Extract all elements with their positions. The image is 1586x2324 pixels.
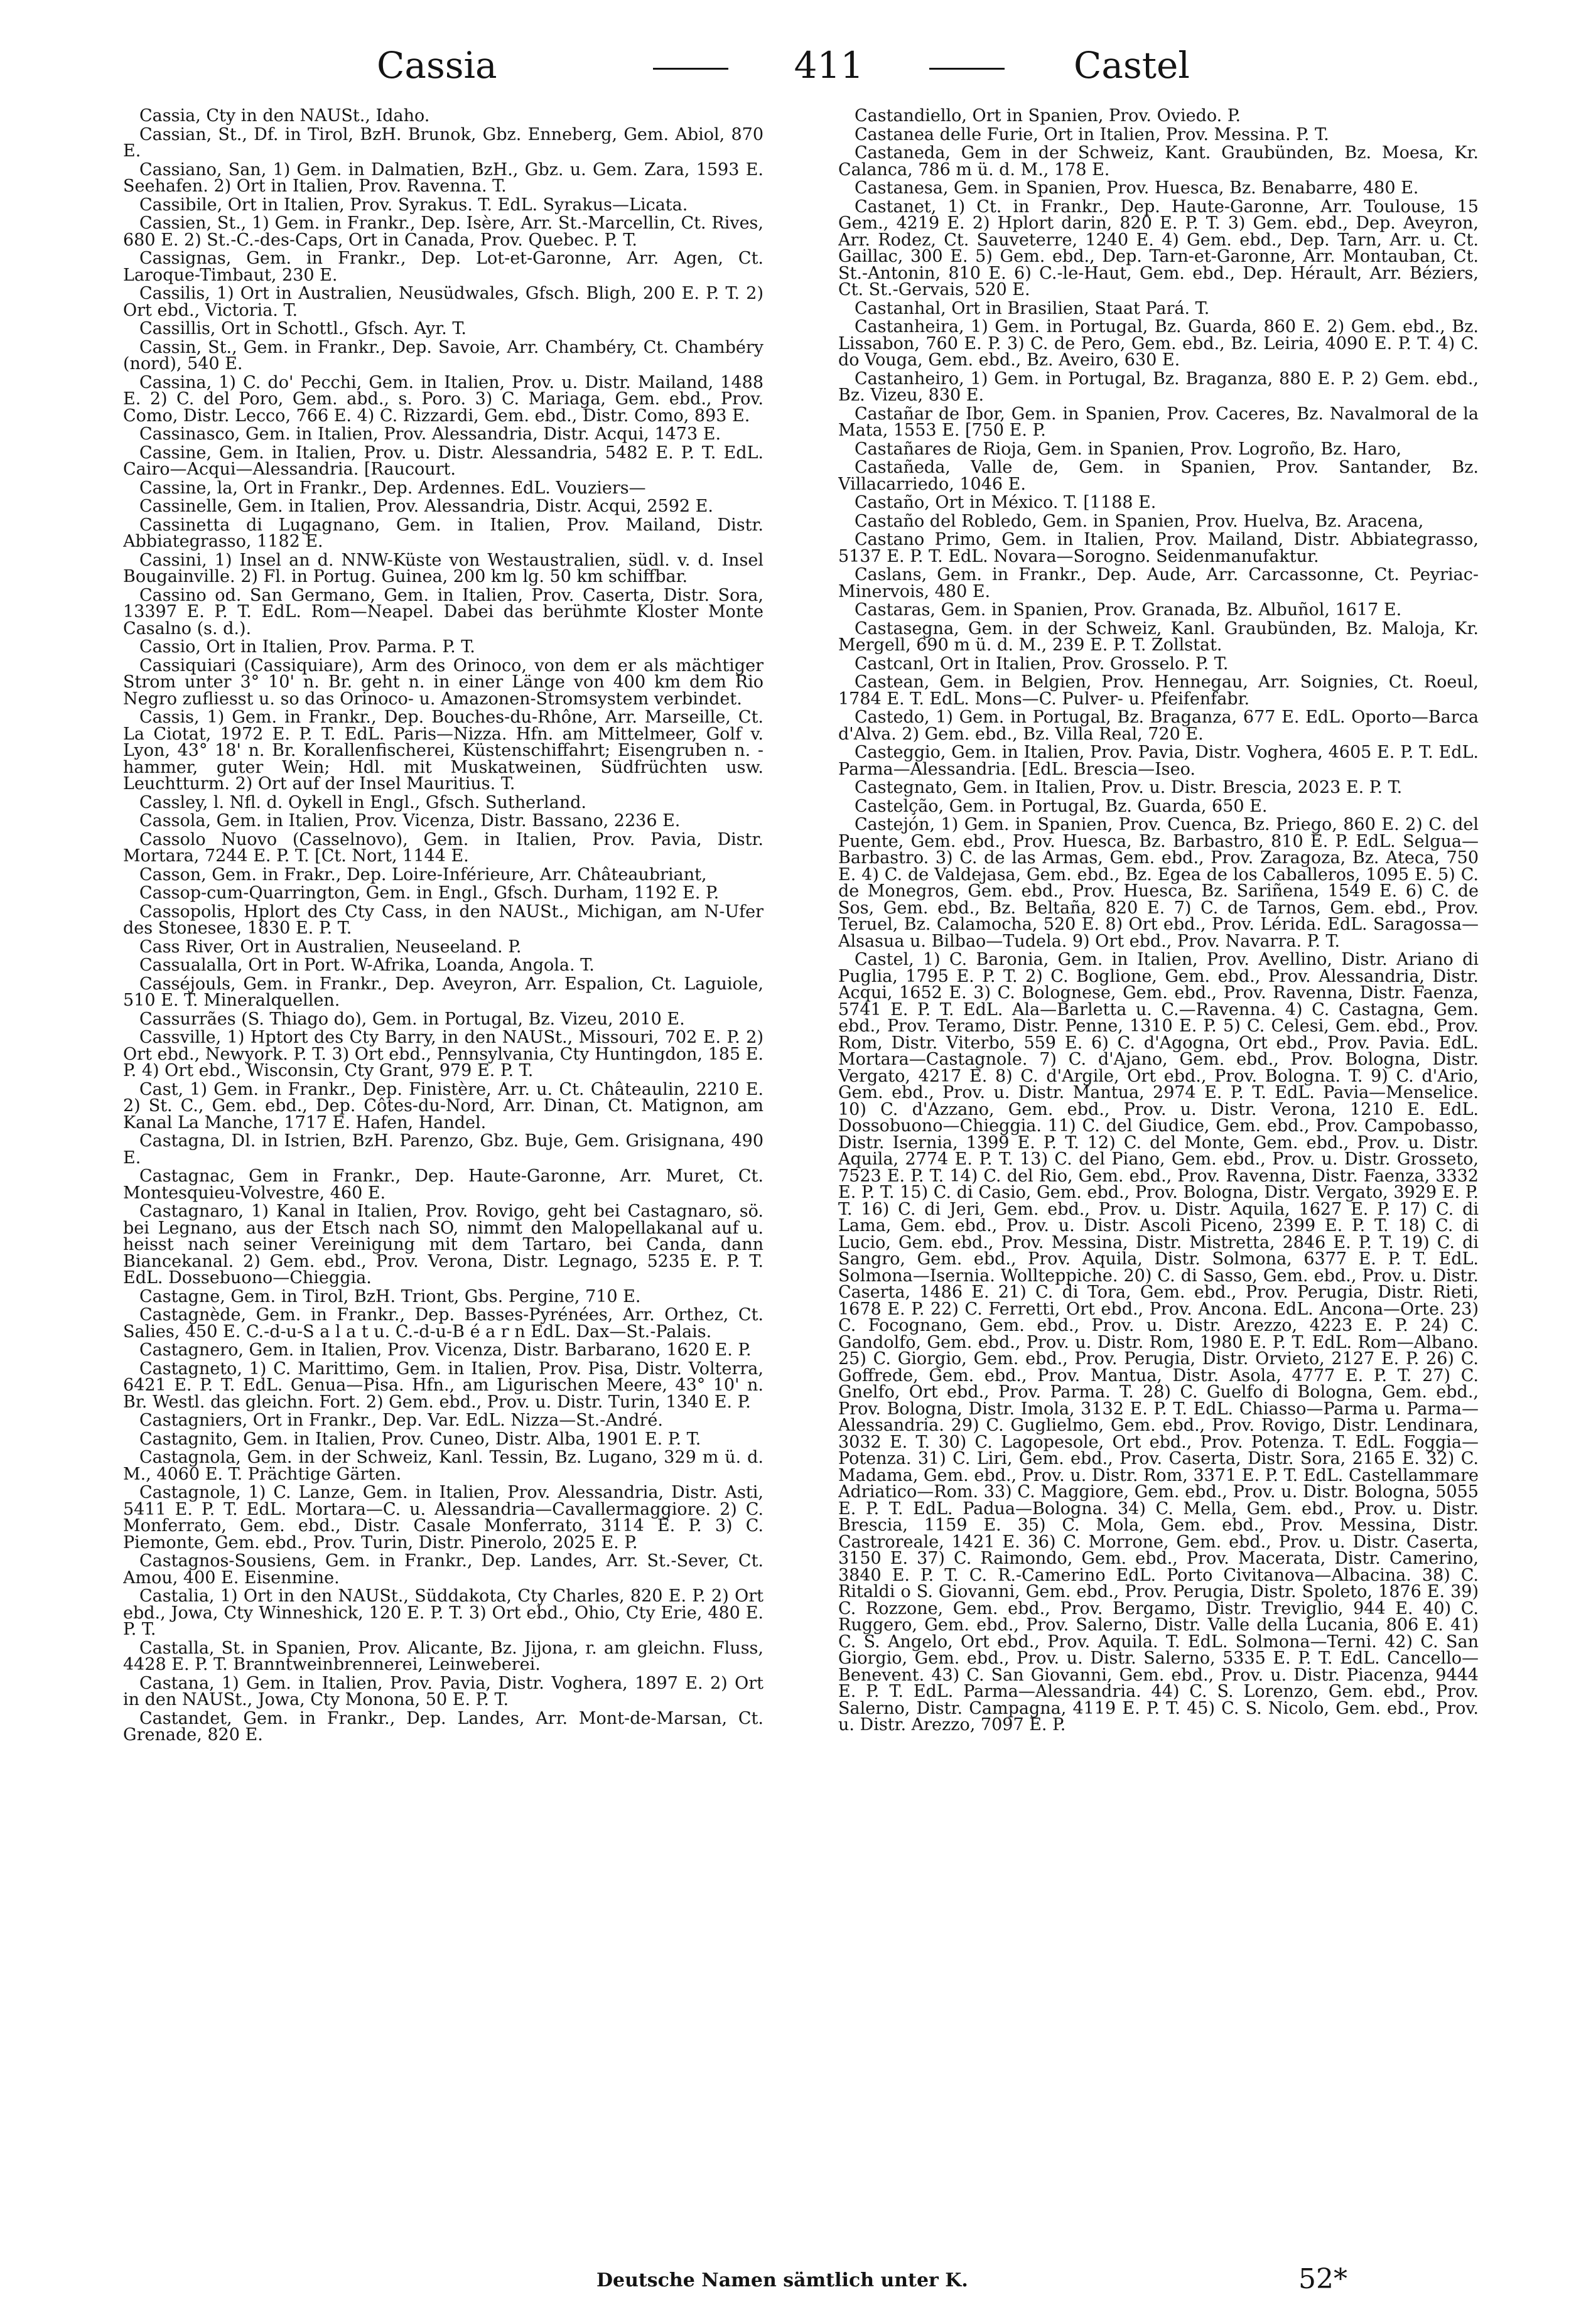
dictionary-entry: Castagneto, 1) C. Marittimo, Gem. in Italien, Prov. Pisa, Distr. Volterra, 6421 E. P. T. EdL. Genua—Pisa. Hfn., am Ligurischen Meere, 43° 10' n. Br. Westl. das gleichn. Fort. 2) Gem. ebd., Prov. u. Distr. Turin, 1340 E. P. xyxy=(123,1358,763,1412)
dictionary-entry: Castañares de Rioja, Gem. in Spanien, Prov. Logroño, Bz. Haro, xyxy=(855,439,1402,459)
dictionary-entry: Cassop-cum-Quarrington, Gem. in Engl., Gfsch. Durham, 1192 E. P. xyxy=(139,883,720,903)
dictionary-entry: Cassini, 1) Insel an d. NNW-Küste von Westaustralien, südl. v. d. Insel Bougainville. 2) Fl. in Portug. Guinea, 200 km lg. 50 km schiffbar. xyxy=(123,550,763,586)
dictionary-entry: Cassignas, Gem. in Frankr., Dep. Lot-et-Garonne, Arr. Agen, Ct. Laroque-Timbaut, 230 E. xyxy=(123,249,763,285)
dictionary-entry: Castasegna, Gem. in der Schweiz, Kanl. Graubünden, Bz. Maloja, Kr. Mergell, 690 m ü. d. M., 239 E. P. T. Zollstat. xyxy=(838,618,1479,655)
dictionary-entry: Castagniers, Ort in Frankr., Dep. Var. EdL. Nizza—St.-André. xyxy=(139,1411,663,1430)
dictionary-entry: Castandiello, Ort in Spanien, Prov. Oviedo. P. xyxy=(855,108,1241,126)
dictionary-entry: Castejón, 1) Gem. in Spanien, Prov. Cuenca, Bz. Priego, 860 E. 2) C. del Puente, Gem. ebd., Prov. Huesca, Bz. Barbastro, 810 E. P. EdL. Selgua—Barbastro. 3) C. de las Armas, Gem. ebd., Prov. Zaragoza, Bz. Ateca, 750 E. 4) C. de Valdejasa, Gem. ebd., Bz. Egea de los Caballeros, 1095 E. 5) C. de Monegros, Gem. ebd., Prov. Huesca, Bz. Sariñena, 1549 E. 6) C. de Sos, Gem. ebd., Bz. Beltaña, 820 E. 7) C. de Tarnos, Gem. ebd., Prov. Teruel, Bz. Calamocha, 520 E. 8) Ort ebd., Prov. Lérida. EdL. Saragossa—Alsasua u. Bilbao—Tudela. 9) Ort ebd., Prov. Navarra. P. T. xyxy=(838,815,1479,951)
dictionary-entry: Castagna, Dl. in Istrien, BzH. Parenzo, Gbz. Buje, Gem. Grisignana, 490 E. xyxy=(123,1131,763,1168)
dictionary-entry: Castel, 1) C. Baronia, Gem. in Italien, Prov. Avellino, Distr. Ariano di Puglia, 1795 E. P. T. 2) C. Boglione, Gem. ebd., Prov. Alessandria, Distr. Acqui, 1652 E. 3) C. Bolognese, Gem. ebd., Prov. Ravenna, Distr. Faenza, 5741 E. P. T. EdL. Ala—Barletta u. C.—Ravenna. 4) C. Castagna, Gem. ebd., Prov. Teramo, Distr. Penne, 1310 E. P. 5) C. Celesi, Gem. ebd., Prov. Rom, Distr. Viterbo, 559 E. 6) C. d'Agogna, Ort ebd., Prov. Pavia. EdL. Mortara—Castagnole. 7) C. d'Ajano, Gem. ebd., Prov. Bologna, Distr. Vergato, 4217 E. 8) C. d'Argile, Ort ebd., Prov. Bologna. T. 9) C. d'Ario, Gem. ebd., Prov. u. Distr. Mantua, 2974 E. P. T. EdL. Pavia—Menselice. 10) C. d'Azzano, Gem. ebd., Prov. u. Distr. Verona, 1210 E. EdL. Dossobuono—Chieggia. 11) C. del Giudice, Gem. ebd., Prov. Campobasso, Distr. Isernia, 1399 E. P. T. 12) C. del Monte, Gem. ebd., Prov. u. Distr. Aquila, 2774 E. P. T. 13) C. del Piano, Gem. ebd., Prov. u. Distr. Grosseto, 7523 E. P. T. 14) C. del Rio, Gem. ebd., Prov. Ravenna, Distr. Faenza, 3332 E. P. T. 15) C. di Casio, Gem. ebd., Prov. Bologna, Distr. Vergato, 3929 E. P. T. 16) C. di Jeri, Gem. ebd., Prov. u. Distr. Aquila, 1627 E. P. 17) C. di Lama, Gem. ebd., Prov. u. Distr. Ascoli Piceno, 2399 E. P. T. 18) C. di Lucio, Gem. ebd., Prov. Messina, Distr. Mistretta, 2846 E. P. T. 19) C. di Sangro, Gem. ebd., Prov. Aquila, Distr. Solmona, 6377 E. P. T. EdL. Solmona—Isernia. Wollteppiche. 20) C. di Sasso, Gem. ebd., Prov. u. Distr. Caserta, 1486 E. 21) C. di Tora, Gem. ebd., Prov. Perugia, Distr. Rieti, 1678 E. P. 22) C. Ferretti, Ort ebd., Prov. Ancona. EdL. Ancona—Orte. 23) C. Focognano, Gem. ebd., Prov. u. Distr. Arezzo, 4223 E. P. 24) C. Gandolfo, Gem. ebd., Prov. u. Distr. Rom, 1980 E. P. T. EdL. Rom—Albano. 25) C. Giorgio, Gem. ebd., Prov. Perugia, Distr. Orvieto, 2127 E. P. 26) C. Goffrede, Gem. ebd., Prov. Mantua, Distr. Asola, 4777 E. P. T. 27) C. Gnelfo, Ort ebd., Prov. Parma. T. 28) C. Guelfo di Bologna, Gem. ebd., Prov. Bologna, Distr. Imola, 3132 E. P. T. EdL. Chiasso—Parma u. Parma—Alessandria. 29) C. Guglielmo, Gem. ebd., Prov. Rovigo, Distr. Lendinara, 3032 E. T. 30) C. Lagopesole, Ort ebd., Prov. Potenza. T. EdL. Foggia—Potenza. 31) C. Liri, Gem. ebd., Prov. Caserta, Distr. Sora, 2165 E. 32) C. Madama, Gem. ebd., Prov. u. Distr. Rom, 3371 E. P. T. EdL. Castellammare Adriatico—Rom. 33) C. Maggiore, Gem. ebd., Prov. u. Distr. Bologna, 5055 E. P. T. EdL. Padua—Bologna. 34) C. Mella, Gem. ebd., Prov. u. Distr. Brescia, 1159 E. 35) C. Mola, Gem. ebd., Prov. Messina, Distr. Castroreale, 1421 E. 36) C. Morrone, Gem. ebd., Prov. u. Distr. Caserta, 3150 E. 37) C. Raimondo, Gem. ebd., Prov. Macerata, Distr. Camerino, 3840 E. P. T. C. R.-Camerino EdL. Porto Civitanova—Albacina. 38) C. Ritaldi o S. Giovanni, Gem. ebd., Prov. Perugia, Distr. Spoleto, 1876 E. 39) C. Rozzone, Gem. ebd., Prov. Bergamo, Distr. Treviglio, 944 E. 40) C. Ruggero, Gem. ebd., Prov. Salerno, Distr. Valle della Lucania, 806 E. 41) C. S. Angelo, Ort ebd., Prov. Aquila. T. EdL. Solmona—Terni. 42) C. San Giorgio, Gem. ebd., Prov. u. Distr. Salerno, 5335 E. P. T. EdL. Cancello—Benevent. 43) C. San Giovanni, Gem. ebd., Prov. u. Distr. Piacenza, 9444 E. P. T. EdL. Parma—Alessandria. 44) C. S. Lorenzo, Gem. ebd., Prov. Salerno, Distr. Campagna, 4119 E. P. T. 45) C. S. Nicolo, Gem. ebd., Prov. u. Distr. Arezzo, 7097 E. P. xyxy=(838,950,1479,1735)
dictionary-entry: Castaño, Ort in México. T. [1188 E. xyxy=(855,493,1157,512)
dictionary-entry: Castanhal, Ort in Brasilien, Staat Pará. T. xyxy=(855,298,1210,318)
dictionary-entry: Cassinasco, Gem. in Italien, Prov. Alessandria, Distr. Acqui, 1473 E. xyxy=(139,424,721,444)
dictionary-entry: Casson, Gem. in Frakr., Dep. Loire-Inférieure, Arr. Châteaubriant, xyxy=(139,864,707,885)
dictionary-entry: Cassley, l. Nfl. d. Oykell in Engl., Gfsch. Sutherland. xyxy=(139,792,587,812)
dictionary-entry: Castanheiro, 1) Gem. in Portugal, Bz. Braganza, 880 E. P. 2) Gem. ebd., Bz. Vizeu, 830 E. xyxy=(838,369,1479,405)
dictionary-entry: Cassinetta di Lugagnano, Gem. in Italien, Prov. Mailand, Distr. Abbiategrasso, 1182 E. xyxy=(123,515,763,551)
dictionary-entry: Cassin, St., Gem. in Frankr., Dep. Savoie, Arr. Chambéry, Ct. Chambéry (nord), 540 E. xyxy=(123,337,763,374)
dictionary-entry: Cassurrães (S. Thiago do), Gem. in Portugal, Bz. Vizeu, 2010 E. xyxy=(139,1009,685,1029)
dictionary-entry: Castagnito, Gem. in Italien, Prov. Cuneo, Distr. Alba, 1901 E. P. T. xyxy=(139,1429,701,1449)
dictionary-entry: Cass River, Ort in Australien, Neuseeland. P. xyxy=(139,937,522,957)
page-footer xyxy=(113,2263,1473,2307)
dictionary-entry: Castano Primo, Gem. in Italien, Prov. Mailand, Distr. Abbiategrasso, 5137 E. P. T. EdL. Novara—Sorogno. Seidenmanufaktur. xyxy=(838,530,1479,566)
dictionary-entry: Castagnos-Sousiens, Gem. in Frankr., Dep. Landes, Arr. St.-Sever, Ct. Amou, 400 E. Eisenmine. xyxy=(123,1551,763,1588)
dictionary-entry: Cassibile, Ort in Italien, Prov. Syrakus. T. EdL. Syrakus—Licata. xyxy=(139,195,688,215)
dictionary-entry: Cassillis, Ort in Schottl., Gfsch. Ayr. T. xyxy=(139,319,467,338)
sheet-signature: 52* xyxy=(1298,2263,1347,2295)
dictionary-entry: Cassio, Ort in Italien, Prov. Parma. P. T. xyxy=(139,637,475,657)
dictionary-entry: Castanet, 1) Ct. in Frankr., Dep. Haute-Garonne, Arr. Toulouse, 15 Gem., 4219 E. 2) Hplort darin, 820 E. P. T. 3) Gem. ebd., Dep. Aveyron, Arr. Rodez, Ct. Sauveterre, 1240 E. 4) Gem. ebd., Dep. Tarn, Arr. u. Ct. Gaillac, 300 E. 5) Gem. ebd., Dep. Tarn-et-Garonne, Arr. Montauban, Ct. St.-Antonin, 810 E. 6) C.-le-Haut, Gem. ebd., Dep. Hérault, Arr. Béziers, Ct. St.-Gervais, 520 E. xyxy=(838,196,1479,299)
dictionary-entry: Cassualalla, Ort in Port. W-Afrika, Loanda, Angola. T. xyxy=(139,955,595,975)
dictionary-entry: Cassilis, 1) Ort in Australien, Neusüdwales, Gfsch. Bligh, 200 E. P. T. 2) Ort ebd., Victoria. T. xyxy=(123,284,763,320)
dictionary-entry: Cassian, St., Df. in Tirol, BzH. Brunok, Gbz. Enneberg, Gem. Abiol, 870 E. xyxy=(123,124,763,161)
dictionary-entry: Cassinelle, Gem. in Italien, Prov. Alessandria, Distr. Acqui, 2592 E. xyxy=(139,497,713,516)
page-number: 411 xyxy=(741,44,917,87)
dictionary-entry: Castagnole, 1) C. Lanze, Gem. in Italien, Prov. Alessandria, Distr. Asti, 5411 E. P. T. EdL. Mortara—C. u. Alessandria—Cavallermaggiore. 2) C. Monferrato, Gem. ebd., Distr. Casale Monferrato, 3114 E. P. 3) C. Piemonte, Gem. ebd., Prov. Turin, Distr. Pinerolo, 2025 E. P. xyxy=(123,1483,763,1552)
dictionary-entry: Castalia, 1) Ort in den NAUSt., Süddakota, Cty Charles, 820 E. P. 2) Ort ebd., Jowa, Cty Winneshick, 120 E. P. T. 3) Ort ebd., Ohio, Cty Erie, 480 E. P. T. xyxy=(123,1586,763,1639)
dictionary-entry: Castelção, Gem. in Portugal, Bz. Guarda, 650 E. xyxy=(855,796,1268,816)
page-header xyxy=(113,44,1473,100)
dictionary-entry: Cassia, Cty in den NAUSt., Idaho. xyxy=(139,108,430,126)
dictionary-entry: Castana, 1) Gem. in Italien, Prov. Pavia, Distr. Voghera, 1897 E. 2) Ort in den NAUSt., Jowa, Cty Monona, 50 E. P. T. xyxy=(123,1673,763,1709)
dictionary-entry: Castaneda, Gem in der Schweiz, Kant. Graubünden, Bz. Moesa, Kr. Calanca, 786 m ü. d. M., 178 E. xyxy=(838,143,1479,180)
dictionary-entry: Casséjouls, Gem. in Frankr., Dep. Aveyron, Arr. Espalion, Ct. Laguiole, 510 E. T. Mineralquellen. xyxy=(123,974,763,1010)
dictionary-entry: Castedo, 1) Gem. in Portugal, Bz. Braganza, 677 E. EdL. Oporto—Barca d'Alva. 2) Gem. ebd., Bz. Villa Real, 720 E. xyxy=(838,707,1479,744)
dictionary-entry: Cassiano, San, 1) Gem. in Dalmatien, BzH., Gbz. u. Gem. Zara, 1593 E. Seehafen. 2) Ort in Italien, Prov. Ravenna. T. xyxy=(123,159,763,196)
dictionary-entry: Caslans, Gem. in Frankr., Dep. Aude, Arr. Carcassonne, Ct. Peyriac-Minervois, 480 E. xyxy=(838,565,1479,601)
dictionary-entry: Castagnac, Gem in Frankr., Dep. Haute-Garonne, Arr. Muret, Ct. Montesquieu-Volvestre, 460 E. xyxy=(123,1166,763,1203)
dictionary-entry: Castañeda, Valle de, Gem. in Spanien, Prov. Santander, Bz. Villacarriedo, 1046 E. xyxy=(838,458,1479,494)
dictionary-entry: Cassien, St., 1) Gem. in Frankr., Dep. Isère, Arr. St.-Marcellin, Ct. Rives, 680 E. 2) St.-C.-des-Caps, Ort in Canada, Prov. Quebec. P. T. xyxy=(123,213,763,250)
dictionary-entry: Castcanl, Ort in Italien, Prov. Grosselo. P. T. xyxy=(855,654,1229,674)
dictionary-entry: Cassine, Gem. in Italien, Prov. u. Distr. Alessandria, 5482 E. P. T. EdL. Cairo—Acqui—Alessandria. [Raucourt. xyxy=(123,443,763,479)
footer-note: Deutsche Namen sämtlich unter K. xyxy=(596,2269,968,2291)
dictionary-entry: Castaras, Gem. in Spanien, Prov. Granada, Bz. Albuñol, 1617 E. xyxy=(855,600,1402,620)
dictionary-entry: Castagnola, Gem. in der Schweiz, Kanl. Tessin, Bz. Lugano, 329 m ü. d. M., 4060 E. T. Prächtige Gärten. xyxy=(123,1448,763,1484)
dictionary-entry: Cassina, 1) C. do' Pecchi, Gem. in Italien, Prov. u. Distr. Mailand, 1488 E. 2) C. del Poro, Gem. abd., s. Poro. 3) C. Mariaga, Gem. ebd., Prov. Como, Distr. Lecco, 766 E. 4) C. Rizzardi, Gem. ebd., Distr. Como, 893 E. xyxy=(123,372,763,426)
dictionary-entry: Castañar de Ibor, Gem. in Spanien, Prov. Caceres, Bz. Navalmoral de la Mata, 1553 E. [750 E. P. xyxy=(838,404,1479,440)
dictionary-entry: Castalla, St. in Spanien, Prov. Alicante, Bz. Jijona, r. am gleichn. Fluss, 4428 E. P. T. Branntweinbrennerei, Leinweberei. xyxy=(123,1638,763,1674)
dictionary-entry: Cassola, Gem. in Italien, Prov. Vicenza, Distr. Bassano, 2236 E. xyxy=(139,811,681,831)
dictionary-entry: Castean, Gem. in Belgien, Prov. Hennegau, Arr. Soignies, Ct. Roeul, 1784 E. T. EdL. Mons—C. Pulver- u. Pfeifenfabr. xyxy=(838,672,1479,709)
dictionary-entry: Casteggio, Gem. in Italien, Prov. Pavia, Distr. Voghera, 4605 E. P. T. EdL. Parma—Alessandria. [EdL. Brescia—Iseo. xyxy=(838,743,1479,779)
dictionary-entry: Cassis, 1) Gem. in Frankr., Dep. Bouches-du-Rhône, Arr. Marseille, Ct. La Ciotat, 1972 E. P. T. EdL. Paris—Nizza. Hfn. am Mittelmeer, Golf v. Lyon, 43° 18' n. Br. Korallenfischerei, Küstenschiffahrt; Eisengruben n. -hammer, guter Wein; Hdl. mit Muskatweinen, Südfrüchten usw. Leuchtturm. 2) Ort auf der Insel Mauritius. T. xyxy=(123,707,763,793)
dictionary-entry: Castanea delle Furie, Ort in Italien, Prov. Messina. P. T. xyxy=(855,124,1329,144)
dictionary-entry: Castandet, Gem. in Frankr., Dep. Landes, Arr. Mont-de-Marsan, Ct. Grenade, 820 E. xyxy=(123,1708,763,1745)
header-right-word: Castel xyxy=(1074,44,1190,87)
left-column xyxy=(123,108,763,2198)
header-left-word: Cassia xyxy=(377,44,497,87)
right-column xyxy=(838,108,1479,2198)
dictionary-entry: Cassiquiari (Cassiquiare), Arm des Orinoco, von dem er als mächtiger Strom unter 3° 10' n. Br. geht n. in einer Länge von 400 km dem Rio Negro zufliesst u. so das Orinoco- u. Amazonen-Stromsystem verbindet. xyxy=(123,655,763,709)
dictionary-entry: Castagnède, Gem. in Frankr., Dep. Basses-Pyrénées, Arr. Orthez, Ct. Salies, 450 E. C.-d-u-S a l a t u. C.-d-u-B é a r n EdL. Dax—St.-Palais. xyxy=(123,1305,763,1342)
dictionary-entry: Castanheira, 1) Gem. in Portugal, Bz. Guarda, 860 E. 2) Gem. ebd., Bz. Lissabon, 760 E. P. 3) C. de Pero, Gem. ebd., Bz. Leiria, 4090 E. P. T. 4) C. do Vouga, Gem. ebd., Bz. Aveiro, 630 E. xyxy=(838,317,1479,370)
dictionary-entry: Castaño del Robledo, Gem. in Spanien, Prov. Huelva, Bz. Aracena, xyxy=(855,511,1424,531)
dictionary-entry: Castagnero, Gem. in Italien, Prov. Vicenza, Distr. Barbarano, 1620 E. P. xyxy=(139,1340,752,1360)
dictionary-entry: Cassville, 1) Hptort des Cty Barry, in den NAUSt., Missouri, 702 E. P. 2) Ort ebd., Newyork. P. T. 3) Ort ebd., Pennsylvania, Cty Huntingdon, 185 E. P. 4) Ort ebd., Wisconsin, Cty Grant, 979 E. P. T. xyxy=(123,1028,763,1080)
dictionary-entry: Cast, 1) Gem. in Frankr., Dep. Finistère, Arr. u. Ct. Châteaulin, 2210 E. 2) St. C., Gem. ebd., Dep. Côtes-du-Nord, Arr. Dinan, Ct. Matignon, am Kanal La Manche, 1717 E. Hafen, Handel. xyxy=(123,1079,763,1132)
dictionary-entry: Cassopolis, Hplort des Cty Cass, in den NAUSt., Michigan, am N-Ufer des Stonesee, 1830 E. P. T. xyxy=(123,901,763,938)
dictionary-entry: Cassolo Nuovo (Casselnovo), Gem. in Italien, Prov. Pavia, Distr. Mortara, 7244 E. P. T. [Ct. Nort, 1144 E. xyxy=(123,829,763,866)
dictionary-entry: Castagne, Gem. in Tirol, BzH. Triont, Gbs. Pergine, 710 E. xyxy=(139,1286,641,1306)
dictionary-entry: Castegnato, Gem. in Italien, Prov. u. Distr. Brescia, 2023 E. P. T. xyxy=(855,778,1403,797)
dictionary-entry: Castagnaro, 1) Kanal in Italien, Prov. Rovigo, geht bei Castagnaro, sö. bei Legnano, aus der Etsch nach SO, nimmt den Malopellakanal auf u. heisst nach seiner Vereinigung mit dem Tartaro, bei Canda, dann Biancekanal. 2) Gem. ebd., Prov. Verona, Distr. Legnago, 5235 E. P. T. EdL. Dossebuono—Chieggia. xyxy=(123,1202,763,1288)
dictionary-entry: Cassino od. San Germano, Gem. in Italien, Prov. Caserta, Distr. Sora, 13397 E. P. T. EdL. Rom—Neapel. Dabei das berühmte Kloster Monte Casalno (s. d.). xyxy=(123,585,763,638)
dictionary-entry: Castanesa, Gem. in Spanien, Prov. Huesca, Bz. Benabarre, 480 E. xyxy=(855,178,1419,198)
dictionary-entry: Cassine, la, Ort in Frankr., Dep. Ardennes. EdL. Vouziers— xyxy=(139,478,646,498)
